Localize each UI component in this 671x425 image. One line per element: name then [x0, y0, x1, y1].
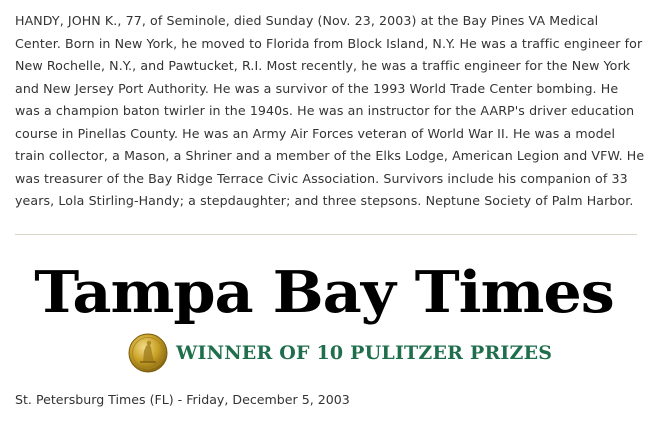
pulitzer-medal-icon [128, 333, 168, 373]
obituary-text: HANDY, JOHN K., 77, of Seminole, died Sunday (Nov. 23, 2003) at the Bay Pines VA Medical Center. Born in New York, he moved to Florida from Block Island, N.Y. He was a traffic engineer for New Rochelle, N.Y., and Pawtucket, R.I. Most recently, he was a traffic engineer for the New York and New Jersey Port Authority. He was a survivor of the 1993 World Trade Center bombing. He was a champion baton twirler in the 1940s. He was an instructor for the AARP's driver education course in Pinellas County. He was an Army Air Forces veteran of World War II. He was a model train collector, a Mason, a Shriner and a member of the Elks Lodge, American Legion and VFW. He was treasurer of the Bay Ridge Terrace Civic Association. Survivors include his companion of 33 years, Lola Stirling-Handy; a stepdaughter; and three stepsons. Neptune Society of Palm Harbor. [15, 13, 645, 208]
newspaper-logo: Tampa Bay Times [34, 259, 614, 326]
source-line: St. Petersburg Times (FL) - Friday, December 5, 2003 [15, 392, 350, 407]
masthead [0, 258, 648, 328]
divider [15, 234, 637, 235]
pulitzer-text: WINNER OF 10 PULITZER PRIZES [176, 342, 553, 364]
pulitzer-banner [128, 333, 552, 373]
